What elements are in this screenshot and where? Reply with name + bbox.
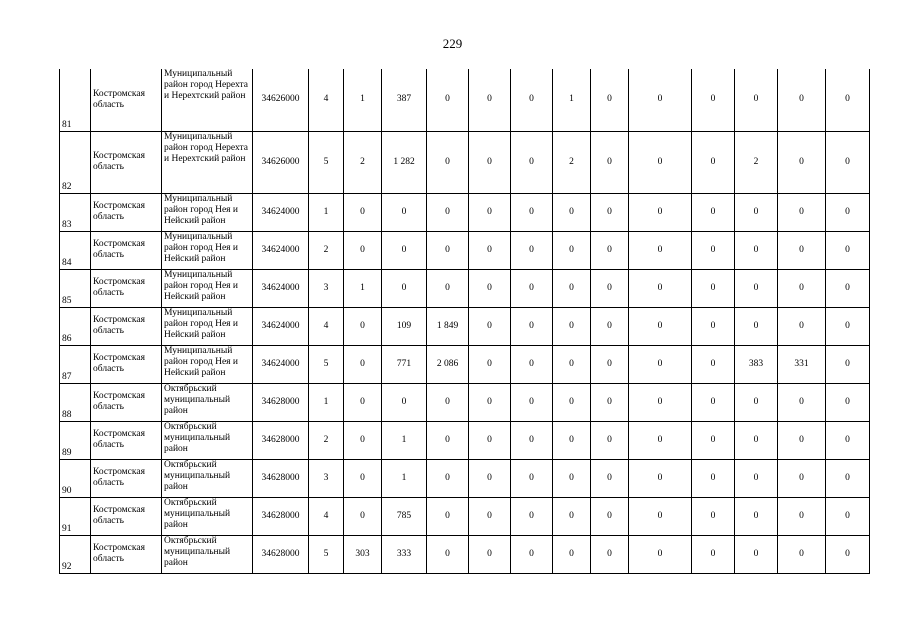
value-cell: 1	[309, 383, 344, 421]
value-cell: 0	[511, 345, 553, 383]
row-number-cell: 87	[60, 345, 91, 383]
row-number-cell: 83	[60, 193, 91, 231]
region-cell: Костромская область	[91, 193, 162, 231]
value-cell: 0	[553, 497, 591, 535]
value-cell: 0	[427, 193, 469, 231]
value-cell: 0	[826, 307, 870, 345]
oktmo-code-cell: 34626000	[253, 131, 309, 193]
value-cell: 0	[382, 269, 427, 307]
value-cell: 0	[553, 535, 591, 573]
value-cell: 0	[629, 345, 692, 383]
value-cell: 0	[735, 383, 778, 421]
municipality-cell: Октябрьский муниципальный район	[162, 421, 253, 459]
value-cell: 2	[553, 131, 591, 193]
value-cell: 4	[309, 307, 344, 345]
region-cell: Костромская область	[91, 307, 162, 345]
value-cell: 0	[629, 307, 692, 345]
value-cell: 0	[778, 535, 826, 573]
page-number: 229	[442, 36, 463, 51]
value-cell: 1	[382, 459, 427, 497]
value-cell: 0	[469, 497, 511, 535]
row-number-cell: 86	[60, 307, 91, 345]
value-cell: 0	[591, 307, 629, 345]
value-cell: 0	[427, 535, 469, 573]
table-row	[60, 269, 870, 307]
value-cell: 5	[309, 131, 344, 193]
value-cell: 0	[735, 269, 778, 307]
value-cell: 0	[511, 231, 553, 269]
region-cell: Костромская область	[91, 383, 162, 421]
value-cell: 0	[344, 307, 382, 345]
value-cell: 0	[511, 535, 553, 573]
value-cell: 0	[553, 345, 591, 383]
value-cell: 1	[344, 269, 382, 307]
value-cell: 0	[826, 131, 870, 193]
value-cell: 0	[778, 269, 826, 307]
value-cell: 0	[553, 459, 591, 497]
value-cell: 0	[427, 69, 469, 131]
value-cell: 0	[511, 131, 553, 193]
municipality-cell: Муниципальный район город Нерехта и Нерехтский район	[162, 69, 253, 131]
value-cell: 0	[826, 459, 870, 497]
table-row	[60, 345, 870, 383]
value-cell: 0	[591, 193, 629, 231]
value-cell: 0	[553, 269, 591, 307]
value-cell: 0	[469, 69, 511, 131]
value-cell: 4	[309, 69, 344, 131]
value-cell: 0	[469, 231, 511, 269]
value-cell: 0	[629, 231, 692, 269]
value-cell: 0	[735, 69, 778, 131]
oktmo-code-cell: 34624000	[253, 345, 309, 383]
row-number-cell: 85	[60, 269, 91, 307]
value-cell: 109	[382, 307, 427, 345]
municipality-cell: Муниципальный район город Нея и Нейский район	[162, 231, 253, 269]
region-cell: Костромская область	[91, 497, 162, 535]
oktmo-code-cell: 34626000	[253, 69, 309, 131]
table-row	[60, 459, 870, 497]
oktmo-code-cell: 34628000	[253, 459, 309, 497]
value-cell: 4	[309, 497, 344, 535]
value-cell: 0	[591, 231, 629, 269]
value-cell: 2	[735, 131, 778, 193]
value-cell: 0	[778, 193, 826, 231]
row-number-cell: 84	[60, 231, 91, 269]
value-cell: 0	[692, 459, 735, 497]
value-cell: 0	[778, 231, 826, 269]
value-cell: 0	[469, 383, 511, 421]
value-cell: 0	[692, 69, 735, 131]
value-cell: 0	[826, 535, 870, 573]
value-cell: 0	[382, 193, 427, 231]
oktmo-code-cell: 34624000	[253, 269, 309, 307]
table-row	[60, 193, 870, 231]
row-number-cell: 92	[60, 535, 91, 573]
value-cell: 5	[309, 345, 344, 383]
row-number-cell: 90	[60, 459, 91, 497]
value-cell: 0	[344, 459, 382, 497]
value-cell: 0	[692, 345, 735, 383]
oktmo-code-cell: 34628000	[253, 383, 309, 421]
row-number-cell: 88	[60, 383, 91, 421]
value-cell: 0	[692, 131, 735, 193]
value-cell: 0	[511, 497, 553, 535]
value-cell: 0	[553, 307, 591, 345]
region-cell: Костромская область	[91, 131, 162, 193]
data-table	[59, 69, 870, 574]
municipality-cell: Октябрьский муниципальный район	[162, 535, 253, 573]
value-cell: 0	[778, 69, 826, 131]
value-cell: 0	[511, 307, 553, 345]
value-cell: 0	[629, 269, 692, 307]
table-row	[60, 131, 870, 193]
value-cell: 0	[591, 69, 629, 131]
value-cell: 0	[826, 193, 870, 231]
oktmo-code-cell: 34628000	[253, 535, 309, 573]
value-cell: 0	[344, 193, 382, 231]
value-cell: 3	[309, 269, 344, 307]
table-row	[60, 421, 870, 459]
value-cell: 0	[511, 459, 553, 497]
value-cell: 0	[382, 383, 427, 421]
value-cell: 771	[382, 345, 427, 383]
value-cell: 331	[778, 345, 826, 383]
value-cell: 0	[826, 497, 870, 535]
value-cell: 0	[692, 307, 735, 345]
value-cell: 1	[382, 421, 427, 459]
value-cell: 0	[778, 497, 826, 535]
value-cell: 0	[427, 421, 469, 459]
oktmo-code-cell: 34628000	[253, 497, 309, 535]
value-cell: 0	[427, 231, 469, 269]
value-cell: 1	[553, 69, 591, 131]
value-cell: 0	[735, 231, 778, 269]
value-cell: 0	[591, 269, 629, 307]
municipality-cell: Октябрьский муниципальный район	[162, 459, 253, 497]
value-cell: 0	[469, 307, 511, 345]
value-cell: 0	[629, 421, 692, 459]
value-cell: 0	[629, 193, 692, 231]
municipality-cell: Октябрьский муниципальный район	[162, 383, 253, 421]
value-cell: 0	[344, 345, 382, 383]
value-cell: 0	[735, 307, 778, 345]
value-cell: 0	[382, 231, 427, 269]
value-cell: 0	[692, 231, 735, 269]
value-cell: 0	[735, 497, 778, 535]
value-cell: 0	[469, 421, 511, 459]
value-cell: 0	[735, 535, 778, 573]
value-cell: 387	[382, 69, 427, 131]
oktmo-code-cell: 34624000	[253, 231, 309, 269]
value-cell: 0	[629, 497, 692, 535]
value-cell: 0	[692, 497, 735, 535]
value-cell: 0	[826, 345, 870, 383]
value-cell: 0	[692, 421, 735, 459]
value-cell: 0	[469, 345, 511, 383]
value-cell: 0	[591, 535, 629, 573]
value-cell: 1 849	[427, 307, 469, 345]
table-row	[60, 383, 870, 421]
value-cell: 0	[826, 383, 870, 421]
value-cell: 2	[344, 131, 382, 193]
value-cell: 0	[344, 383, 382, 421]
row-number-cell: 82	[60, 131, 91, 193]
value-cell: 0	[629, 459, 692, 497]
value-cell: 0	[344, 231, 382, 269]
value-cell: 0	[826, 421, 870, 459]
value-cell: 0	[511, 421, 553, 459]
value-cell: 0	[427, 269, 469, 307]
value-cell: 0	[344, 421, 382, 459]
region-cell: Костромская область	[91, 269, 162, 307]
value-cell: 0	[553, 193, 591, 231]
value-cell: 0	[591, 421, 629, 459]
value-cell: 0	[629, 69, 692, 131]
value-cell: 0	[591, 131, 629, 193]
value-cell: 0	[469, 193, 511, 231]
value-cell: 0	[692, 535, 735, 573]
value-cell: 303	[344, 535, 382, 573]
value-cell: 1 282	[382, 131, 427, 193]
table-row	[60, 535, 870, 573]
value-cell: 2	[309, 231, 344, 269]
value-cell: 0	[344, 497, 382, 535]
value-cell: 0	[511, 269, 553, 307]
value-cell: 0	[735, 421, 778, 459]
value-cell: 0	[692, 383, 735, 421]
value-cell: 0	[591, 345, 629, 383]
value-cell: 0	[511, 383, 553, 421]
row-number-cell: 81	[60, 69, 91, 131]
row-number-cell: 91	[60, 497, 91, 535]
value-cell: 0	[778, 307, 826, 345]
value-cell: 0	[629, 383, 692, 421]
value-cell: 0	[735, 193, 778, 231]
oktmo-code-cell: 34624000	[253, 307, 309, 345]
value-cell: 0	[469, 535, 511, 573]
value-cell: 0	[553, 231, 591, 269]
value-cell: 0	[591, 383, 629, 421]
value-cell: 0	[553, 421, 591, 459]
municipality-cell: Муниципальный район город Нея и Нейский район	[162, 193, 253, 231]
value-cell: 0	[469, 459, 511, 497]
region-cell: Костромская область	[91, 459, 162, 497]
value-cell: 2	[309, 421, 344, 459]
value-cell: 0	[591, 497, 629, 535]
value-cell: 0	[629, 131, 692, 193]
municipality-cell: Муниципальный район город Нея и Нейский район	[162, 345, 253, 383]
municipality-cell: Октябрьский муниципальный район	[162, 497, 253, 535]
value-cell: 383	[735, 345, 778, 383]
value-cell: 0	[511, 193, 553, 231]
table-row	[60, 69, 870, 131]
value-cell: 0	[427, 459, 469, 497]
row-number-cell: 89	[60, 421, 91, 459]
oktmo-code-cell: 34624000	[253, 193, 309, 231]
value-cell: 785	[382, 497, 427, 535]
value-cell: 0	[553, 383, 591, 421]
value-cell: 0	[427, 131, 469, 193]
value-cell: 0	[692, 193, 735, 231]
value-cell: 3	[309, 459, 344, 497]
value-cell: 1	[309, 193, 344, 231]
value-cell: 0	[427, 497, 469, 535]
value-cell: 0	[778, 131, 826, 193]
value-cell: 0	[778, 383, 826, 421]
value-cell: 0	[629, 535, 692, 573]
region-cell: Костромская область	[91, 535, 162, 573]
value-cell: 333	[382, 535, 427, 573]
value-cell: 1	[344, 69, 382, 131]
value-cell: 0	[511, 69, 553, 131]
table-row	[60, 497, 870, 535]
value-cell: 0	[826, 269, 870, 307]
region-cell: Костромская область	[91, 421, 162, 459]
value-cell: 0	[469, 269, 511, 307]
value-cell: 2 086	[427, 345, 469, 383]
value-cell: 0	[591, 459, 629, 497]
value-cell: 0	[826, 231, 870, 269]
value-cell: 0	[778, 421, 826, 459]
oktmo-code-cell: 34628000	[253, 421, 309, 459]
municipality-cell: Муниципальный район город Нея и Нейский район	[162, 269, 253, 307]
value-cell: 0	[826, 69, 870, 131]
region-cell: Костромская область	[91, 231, 162, 269]
value-cell: 0	[469, 131, 511, 193]
value-cell: 5	[309, 535, 344, 573]
value-cell: 0	[692, 269, 735, 307]
municipality-cell: Муниципальный район город Нерехта и Нерехтский район	[162, 131, 253, 193]
region-cell: Костромская область	[91, 345, 162, 383]
table-row	[60, 231, 870, 269]
region-cell: Костромская область	[91, 69, 162, 131]
municipality-cell: Муниципальный район город Нея и Нейский район	[162, 307, 253, 345]
value-cell: 0	[778, 459, 826, 497]
value-cell: 0	[735, 459, 778, 497]
table-row	[60, 307, 870, 345]
value-cell: 0	[427, 383, 469, 421]
